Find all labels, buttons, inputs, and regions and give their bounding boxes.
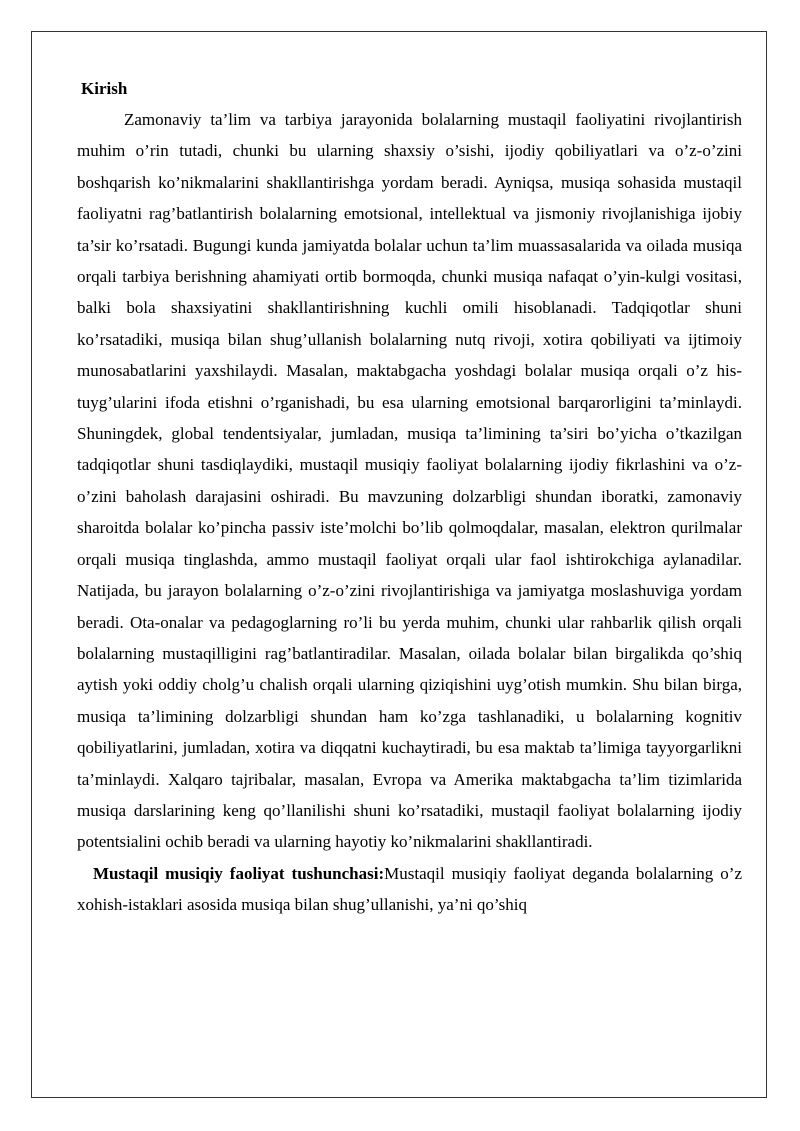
intro-paragraph: Zamonaviy ta’lim va tarbiya jarayonida bolalarning mustaqil faoliyatini rivojlantirish muhim o’rin tutadi, chunki bu ularning shaxsiy o’sishi, ijodiy qobiliyatlari va o’z-o’zini boshqarish ko’nikmalarini shakllantirishga yordam beradi. Ayniqsa, musiqa sohasida mustaqil faoliyatni rag’batlantirish bolalarning emotsional, intellektual va jismoniy rivojlanishiga ijobiy ta’sir ko’rsatadi. Bugungi kunda jamiyatda bolalar uchun ta’lim muassasalarida va oilada musiqa orqali tarbiya berishning ahamiyati ortib bormoqda, chunki musiqa nafaqat o’yin-kulgi vositasi, balki bola shaxsiyatini shakllantirishning kuchli omili hisoblanadi. Tadqiqotlar shuni ko’rsatadiki, musiqa bilan shug’ullanish bolalarning nutq rivoji, xotira qobiliyati va ijtimoiy munosabatlarini yaxshilaydi. Masalan, maktabgacha yoshdagi bolalar musiqa orqali o’z his-tuyg’ularini ifoda etishni o’rganishadi, bu esa ularning emotsional barqarorligini ta’minlaydi. Shuningdek, global tendentsiyalar, jumladan, musiqa ta’limining ta’siri bo’yicha o’tkazilgan tadqiqotlar shuni tasdiqlaydiki, mustaqil musiqiy faoliyat bolalarning ijodiy fikrlashini va o’z-o’zini baholash darajasini oshiradi. Bu mavzuning dolzarbligi shundan iboratki, zamonaviy sharoitda bolalar ko’pincha passiv iste’molchi bo’lib qolmoqdalar, masalan, elektron qurilmalar orqali musiqa tinglashda, ammo mustaqil faoliyat orqali ular faol ishtirokchiga aylanadilar. Natijada, bu jarayon bolalarning o’z-o’zini rivojlantirishiga va jamiyatga moslashuviga yordam beradi. Ota-onalar va pedagoglarning ro’li bu yerda muhim, chunki ular rahbarlik qilish orqali bolalarning mustaqilligini rag’batlantiradilar. Masalan, oilada bolalar bilan birgalikda qo’shiq aytish yoki oddiy cholg’u chalish orqali ularning qiziqishini uyg’otish mumkin. Shu bilan birga, musiqa ta’limining dolzarbligi shundan ham ko’zga tashlanadiki, u bolalarning kognitiv qobiliyatlarini, jumladan, xotira va diqqatni kuchaytiradi, bu esa maktab ta’limiga tayyorgarlikni ta’minlaydi. Xalqaro tajribalar, masalan, Evropa va Amerika maktabgacha ta’lim tizimlarida musiqa darslarining keng qo’llanilishi shuni ko’rsatadiki, mustaqil faoliyat bolalarning ijodiy potentsialini ochib beradi va ularning hayotiy ko’nikmalarini shakllantiradi. [77,110,742,852]
section-heading: Kirish [81,79,128,98]
document-body [77,74,742,921]
definition-paragraph [77,858,742,921]
definition-text: Mustaqil musiqiy faoliyat deganda bolalarning o’z xohish-istaklari asosida musiqa bilan shug’ullanishi, ya’ni qo’shiq [77,863,742,915]
definition-term: Mustaqil musiqiy faoliyat tushunchasi: [93,863,385,883]
